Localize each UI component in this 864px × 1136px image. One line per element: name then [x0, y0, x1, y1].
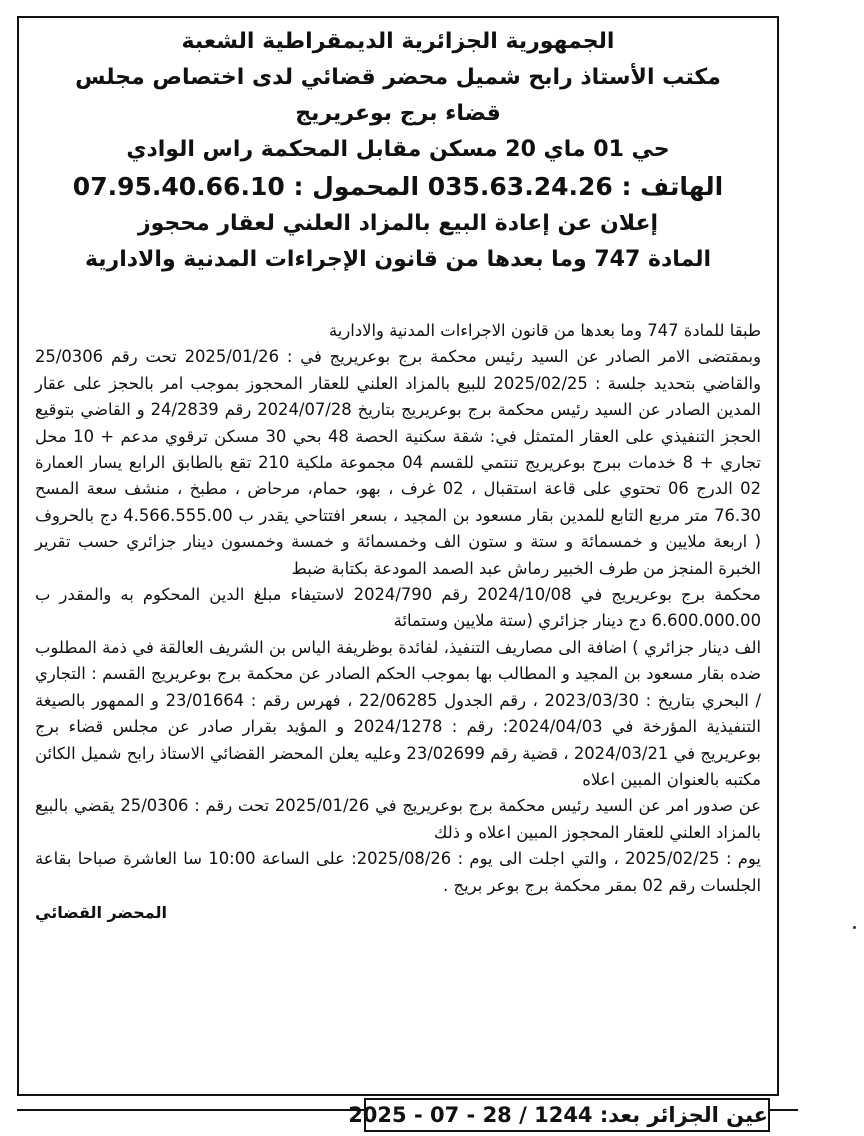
header-line-jurisdiction: قضاء برج بوعريريج — [295, 101, 501, 126]
body-paragraph-judgment: الف دينار جزائري ) اضافة الى مصاريف التنفيذ، لفائدة بوظريفة الياس بن الشريف العالقة في ذمة المطلوب ضده بقار مسعود بن المجيد و المطالب بها بموجب الحكم الصادر عن محكمة برج بوعريريج القسم : التجاري / البحري بتاريخ : 2023/03/30 ، رقم الجدول 22/06285 ، فهرس رقم : 23/01664 و الممهور بالصيغة التنفيذية المؤرخة في 2024/04/03: رقم : 2024/1278 و المؤيد بقرار صادر عن مجلس قضاء برج بوعريريج في 2024/03/21 ، قضية رقم 23/02699 وعليه يعلن المحضر القضائي الاستاذ رابح شميل الكائن مكتبه بالعنوان المبين اعلاه — [35, 637, 761, 789]
header-line-republic: الجمهورية الجزائرية الديمقراطية الشعبة — [181, 29, 615, 54]
footer-rule-left — [17, 1109, 372, 1111]
footer-rule-right — [768, 1109, 798, 1111]
body-paragraph-sale-order: عن صدور امر عن السيد رئيس محكمة برج بوعريريج في 2025/01/26 تحت رقم : 25/0306 يقضي بالبيع بالمزاد العلني للعقار المحجوز المبين اعلاه و ذلك — [35, 796, 761, 842]
signature-label: المحضر القضائي — [35, 902, 168, 922]
body-paragraph-session-date: يوم : 2025/02/25 ، والتي اجلت الى يوم : 2025/08/26: على الساعة 10:00 سا العاشرة صباحا بقاعة الجلسات رقم 02 بمقر محكمة برج بوعر بريج . — [35, 849, 761, 895]
header-line-address: حي 01 ماي 20 مسكن مقابل المحكمة راس الوادي — [126, 137, 670, 162]
signature-block — [35, 903, 761, 922]
body-paragraph-order: وبمقتضى الامر الصادر عن السيد رئيس محكمة برج بوعريريج في : 2025/01/26 تحت رقم 25/0306 والقاضي بتحديد جلسة : 2025/02/25 للبيع بالمزاد العلني للعقار المحجوز بموجب امر بالحجز على عقار المدين الصادر عن السيد رئيس محكمة برج بوعريريج بتاريخ 2024/07/28 رقم 24/2839 و القاضي بتوقيع الحجز التنفيذي على العقار المتمثل في: شقة سكنية الحصة 48 بحي 30 مسكن ترقوي مدعم + 10 محل تجاري + 8 خدمات ببرج بوعريريج تنتمي للقسم 04 مجموعة ملكية 210 تقع بالطابق الرابع يسار العمارة 02 الدرج 06 تحتوي على قاعة استقبال ، 02 غرف ، بهو، حمام، مرحاض ، مطبخ ، منشف سعة المسح 76.30 متر مربع التابع للمدين بقار مسعود بن المجيد ، بسعر افتتاحي يقدر ب 4.566.555.00 دج بالحروف ( اربعة ملايين و خمسمائة و ستة و ستون الف وخمسمائة و خمسة وخمسون دينار جزائري حسب تقرير الخبرة المنجز من طرف الخبير رماش عبد الصمد المودعة بكتابة ضبط — [35, 347, 762, 578]
publication-reference: عين الجزائر بعد: 1244 / 28 - 07 - 2025 — [364, 1098, 770, 1132]
header-line-phone: الهاتف : 035.63.24.26 المحمول : 07.95.40.66.10 — [72, 172, 724, 201]
header-line-article: المادة 747 وما بعدها من قانون الإجراءات المدنية والادارية — [84, 247, 712, 272]
header-line-office: مكتب الأستاذ رابح شميل محضر قضائي لدى اختصاص مجلس — [75, 65, 721, 90]
header-line-announcement: إعلان عن إعادة البيع بالمزاد العلني لعقار محجوز — [137, 211, 659, 236]
notice-body — [35, 318, 761, 899]
legal-notice — [17, 16, 779, 1096]
notice-header — [35, 24, 761, 278]
body-paragraph-debt: محكمة برج بوعريريج في 2024/10/08 رقم 2024/790 لاستيفاء مبلغ الدين المحكوم به والمقدر ب 6.600.000.00 دج دينار جزائري (ستة ملايين وستمائة — [35, 585, 761, 631]
body-paragraph-legal-basis: طبقا للمادة 747 وما بعدها من قانون الاجراءات المدنية والادارية — [329, 321, 761, 340]
scan-speck — [853, 926, 856, 929]
